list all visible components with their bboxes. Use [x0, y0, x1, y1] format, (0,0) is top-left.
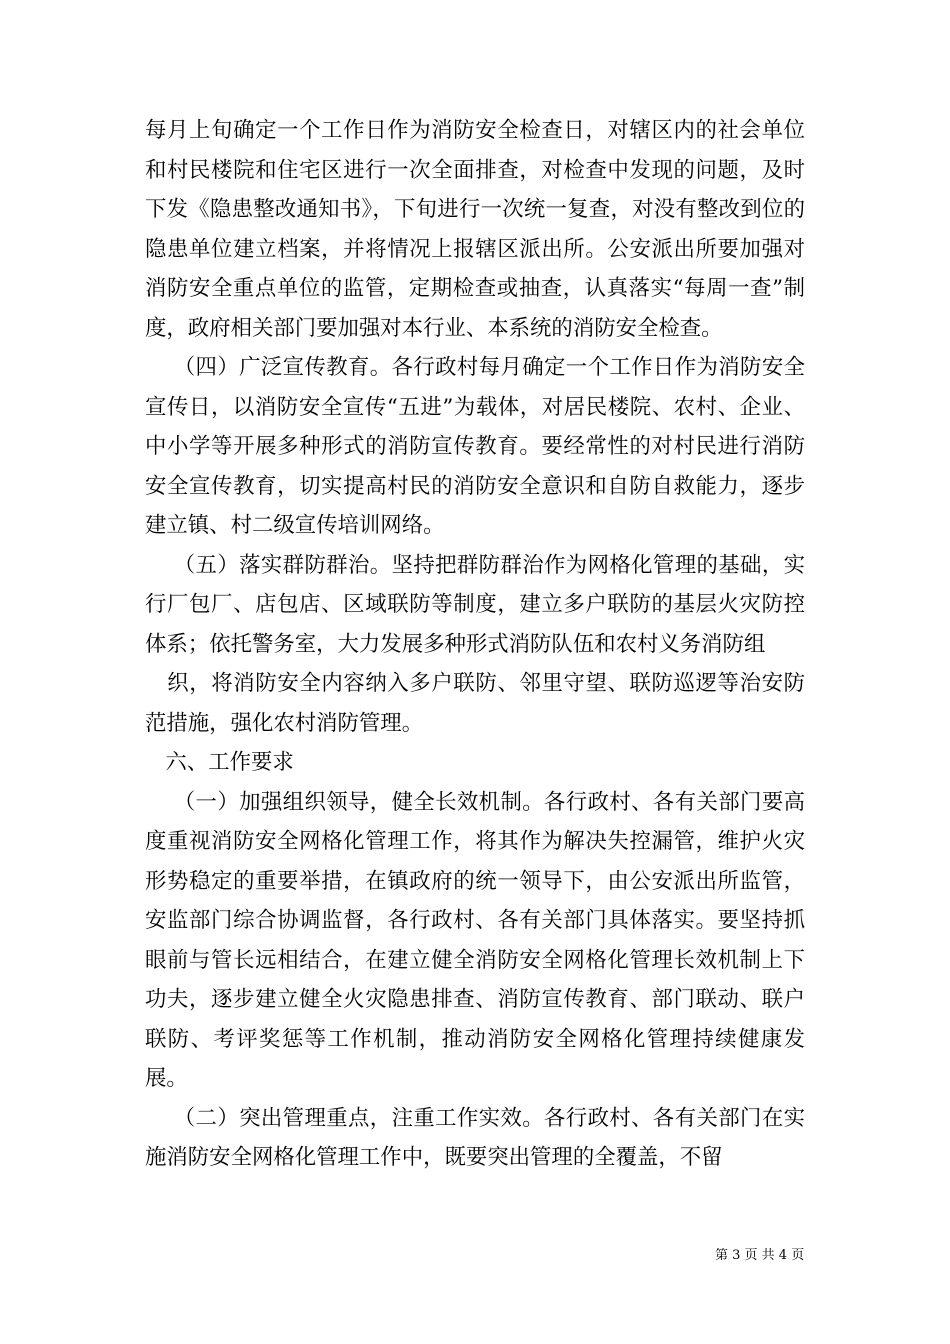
document-body — [145, 111, 805, 1178]
section-heading-requirements: 六、工作要求 — [145, 750, 294, 775]
paragraph-leadership: （一）加强组织领导，健全长效机制。各行政村、各有关部门要高度重视消防安全网格化管理工作，将其作为解决失控漏管，维护火灾形势稳定的重要举措，在镇政府的统一领导下，由公安派出所监管，安监部门综合协调监督，各行政村、各有关部门具体落实。要坚持抓眼前与管长远相结合，在建立健全消防安全网格化管理长效机制上下功夫，逐步建立健全火灾隐患排查、消防宣传教育、部门联动、联户联防、考评奖惩等工作机制，推动消防安全网格化管理持续健康发展。 — [145, 789, 805, 1091]
page-number-footer: 第 3 页 共 4 页 — [715, 1248, 805, 1263]
paragraph-mass-prevention: （五）落实群防群治。坚持把群防群治作为网格化管理的基础，实行厂包厂、店包店、区域联防等制度，建立多户联防的基层火灾防控体系；依托警务室，大力发展多种形式消防队伍和农村义务消防组 — [145, 552, 805, 657]
paragraph-inspection: 每月上旬确定一个工作日作为消防安全检查日，对辖区内的社会单位和村民楼院和住宅区进行一次全面排查，对检查中发现的问题，及时下发《隐患整改通知书》，下旬进行一次统一复查，对没有整改到位的隐患单位建立档案，并将情况上报辖区派出所。公安派出所要加强对消防安全重点单位的监管，定期检查或抽查，认真落实“每周一查”制度，政府相关部门要加强对本行业、本系统的消防安全检查。 — [145, 118, 805, 341]
paragraph-publicity: （四）广泛宣传教育。各行政村每月确定一个工作日作为消防安全宣传日，以消防安全宣传“五进”为载体，对居民楼院、农村、企业、中小学等开展多种形式的消防宣传教育。要经常性的对村民进行消防安全宣传教育，切实提高村民的消防安全意识和自防自救能力，逐步建立镇、村二级宣传培训网络。 — [145, 355, 805, 538]
paragraph-key-points: （二）突出管理重点，注重工作实效。各行政村、各有关部门在实施消防安全网格化管理工作中，既要突出管理的全覆盖，不留 — [145, 1105, 805, 1170]
paragraph-mass-prevention-cont: 织，将消防安全内容纳入多户联防、邻里守望、联防巡逻等治安防范措施，强化农村消防管理。 — [145, 671, 805, 736]
